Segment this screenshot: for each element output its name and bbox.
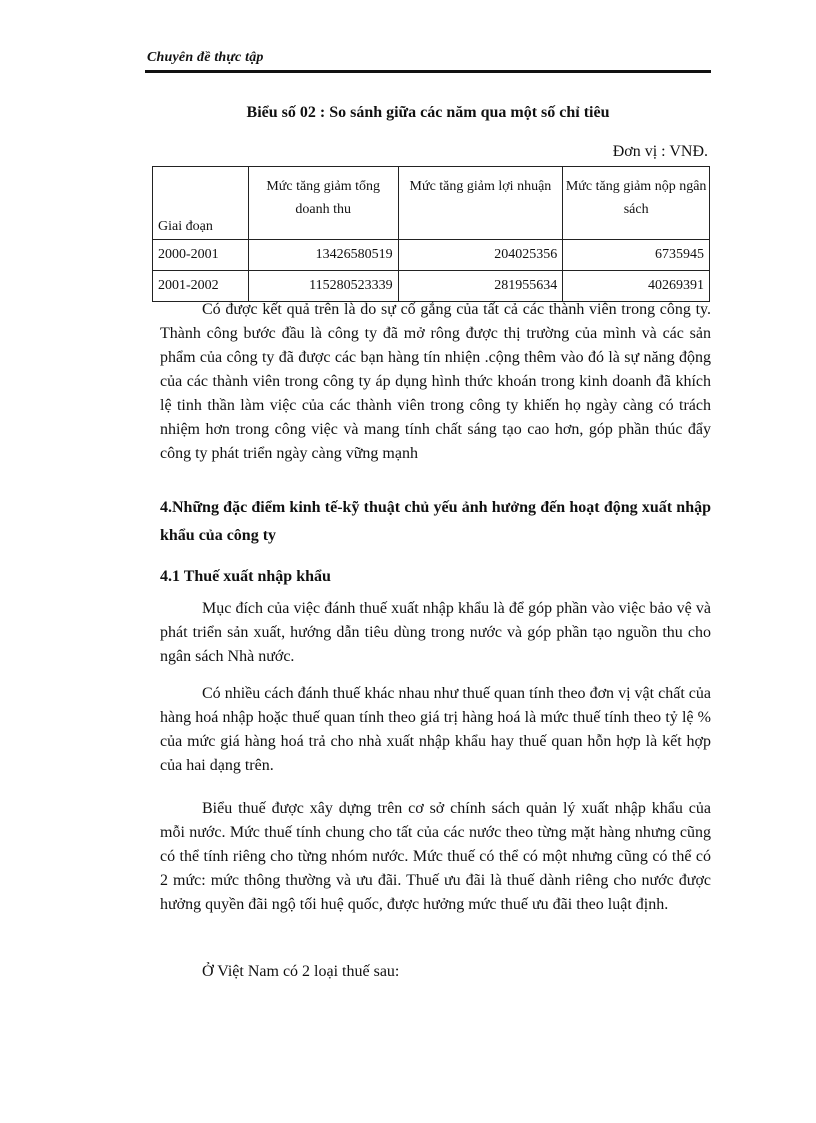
section-heading-4-1: 4.1 Thuế xuất nhập khẩu: [160, 568, 331, 585]
section-heading-4: 4.Những đặc điểm kinh tế-kỹ thuật chủ yếu ảnh hưởng đến hoạt động xuất nhập khẩu của công ty: [160, 499, 711, 544]
unit-label: Đơn vị : VNĐ.: [612, 143, 708, 160]
table-header-row: [153, 167, 710, 240]
header-budget: Mức tăng giảm nộp ngân sách: [563, 167, 710, 240]
cell-period: 2000-2001: [153, 240, 249, 271]
comparison-table: [152, 166, 710, 302]
page-header: [145, 48, 711, 73]
header-period: Giai đoạn: [153, 167, 249, 240]
paragraph-methods: Có nhiều cách đánh thuế khác nhau như thuế quan tính theo đơn vị vật chất của hàng hoá nhập hoặc thuế quan tính theo giá trị hàng hoá là mức thuế tính theo tỷ lệ % của mức giá hàng hoá trả cho nhà xuất nhập khẩu hay thuế quan hỗn hợp là kết hợp của hai dạng trên.: [160, 685, 711, 774]
paragraph-results: Có được kết quả trên là do sự cố gắng của tất cả các thành viên trong công ty. Thành công bước đầu là công ty đã mở rông được thị trường của mình và các sản phẩm của công ty đã được các bạn hàng tín nhiện .cộng thêm vào đó là sự năng động của các thành viên trong công ty áp dụng hình thức khoán trong kinh doanh đã khích lệ tinh thần làm việc của các thành viên trong công ty khiến họ ngày càng có trách nhiệm hơn trong công việc và mang tính chất sáng tạo cao hơn, góp phần thúc đẩy công ty phát triển ngày càng vững mạnh: [160, 301, 711, 462]
cell-budget: 6735945: [563, 240, 710, 271]
paragraph-tariff: Biểu thuế được xây dựng trên cơ sở chính sách quản lý xuất nhập khẩu của mỗi nước. Mức thuế tính chung cho tất của các nước theo từng mặt hàng nhưng cũng có thể tính riêng cho từng nhóm nước. Mức thuế có thể có một nhưng cũng có thể có 2 mức: mức thông thường và ưu đãi. Thuế ưu đãi là thuế dành riêng cho nước được hưởng quyền đãi ngộ tối huệ quốc, được hưởng mức thuế ưu đãi theo luật định.: [160, 800, 711, 913]
cell-profit: 204025356: [398, 240, 563, 271]
paragraph-vietnam: Ở Việt Nam có 2 loại thuế sau:: [202, 963, 400, 980]
header-revenue: Mức tăng giảm tổng doanh thu: [248, 167, 398, 240]
table-row: [153, 240, 710, 271]
cell-revenue: 13426580519: [248, 240, 398, 271]
cell-period: 2001-2002: [153, 271, 249, 302]
table-row: [153, 271, 710, 302]
cell-budget: 40269391: [563, 271, 710, 302]
header-text: Chuyên đề thực tập: [147, 50, 264, 65]
paragraph-purpose: Mục đích của việc đánh thuế xuất nhập khẩu là để góp phần vào việc bảo vệ và phát triển sản xuất, hướng dẫn tiêu dùng trong nước và góp phần tạo nguồn thu cho ngân sách Nhà nước.: [160, 600, 711, 665]
table-title: Biểu số 02 : So sánh giữa các năm qua một số chỉ tiêu: [246, 104, 610, 121]
header-profit: Mức tăng giảm lợi nhuận: [398, 167, 563, 240]
cell-profit: 281955634: [398, 271, 563, 302]
cell-revenue: 115280523339: [248, 271, 398, 302]
